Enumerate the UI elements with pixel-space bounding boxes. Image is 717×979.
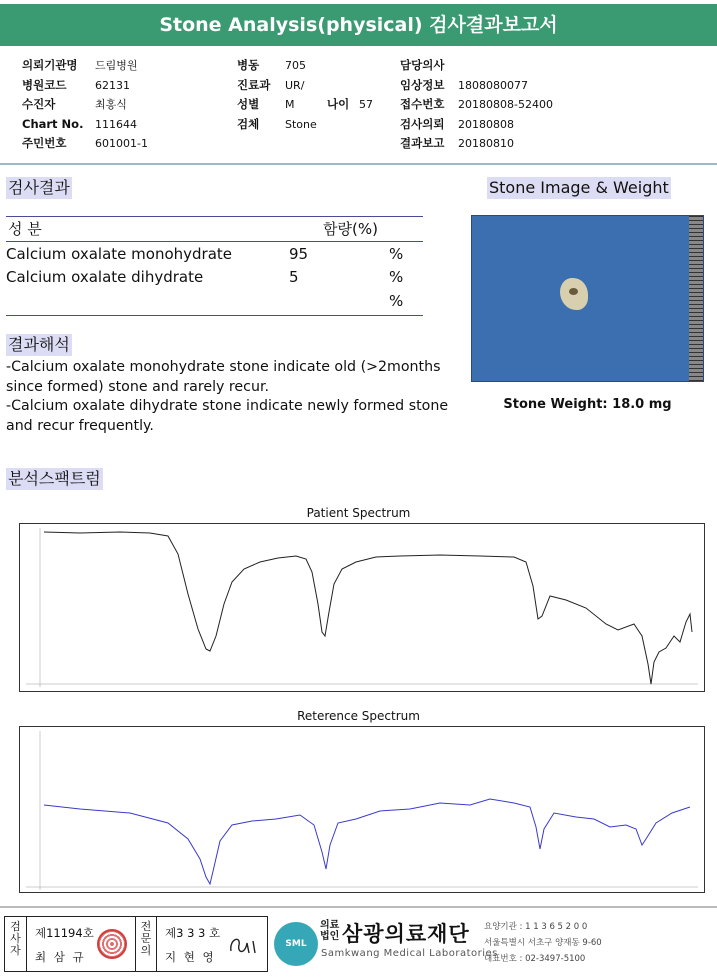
interpretation-heading: 결과해석 [8, 335, 70, 354]
reference-spectrum-title: Reterence Spectrum [297, 709, 420, 723]
ruler [689, 216, 703, 381]
component-name: Calcium oxalate dihydrate [6, 268, 204, 286]
patient-info-section [0, 52, 717, 164]
info-row [237, 95, 373, 115]
info-row [400, 56, 553, 76]
info-row [400, 134, 553, 154]
specialist-license: 제3 3 3 호 [165, 926, 221, 940]
foundation-name-english: Samkwang Medical Laboratories [321, 948, 498, 959]
info-label: 주민번호 [22, 136, 67, 150]
component-unit: % [389, 292, 404, 310]
signature-box [4, 916, 268, 972]
info-label: 의뢰기관명 [22, 58, 78, 72]
table-row [6, 265, 423, 289]
reference-spectrum-svg [20, 727, 704, 892]
table-rule [6, 315, 423, 316]
examiner-name: 최 삼 규 [35, 950, 86, 964]
institution-code: 요양기관 : 1 1 3 6 5 2 0 0 [484, 922, 588, 932]
institution-address: 서울특별시 서초구 양재동 9-60 [484, 938, 602, 948]
info-column-2 [237, 56, 373, 134]
info-label: 검체 [237, 116, 260, 131]
sml-logo: SML [274, 922, 318, 966]
results-heading: 검사결과 [8, 178, 70, 197]
stone-cavity [569, 288, 578, 295]
stone-image-heading: Stone Image & Weight [489, 178, 669, 197]
patient-spectrum-plot [19, 523, 705, 692]
info-row [22, 56, 148, 76]
stone-weight-value: 18.0 mg [612, 397, 672, 412]
info-label: 병동 [237, 58, 260, 72]
info-label: 성별 [237, 97, 260, 111]
info-value: 1808080077 [458, 78, 528, 92]
stone-weight [471, 397, 704, 412]
divider [0, 163, 717, 165]
interpretation-text [6, 358, 461, 436]
info-value: 20180810 [458, 137, 514, 150]
patient-spectrum-svg [20, 524, 704, 691]
info-row [22, 95, 148, 115]
patient-spectrum-line [44, 532, 692, 684]
info-row [22, 76, 148, 96]
info-label: 수진자 [22, 97, 56, 111]
info-row [237, 56, 373, 76]
institution-phone: 대표번호 : 02-3497-5100 [484, 954, 586, 964]
reference-spectrum-line [44, 799, 690, 884]
component-value: 95 [289, 245, 309, 263]
examiner-label: 검사자 [5, 917, 27, 971]
info-value: Stone [285, 117, 317, 131]
info-label: 접수번호 [400, 97, 445, 111]
component-unit: % [389, 268, 404, 286]
column-header-content: 함량(%) [323, 220, 378, 238]
info-value: 드림병원 [95, 59, 138, 72]
info-label: 병원코드 [22, 77, 67, 92]
info-row [22, 134, 148, 154]
age-value: 57 [359, 98, 373, 111]
age-label: 나이 [327, 97, 350, 111]
examiner-seal [97, 929, 127, 959]
report-footer [0, 906, 717, 979]
corporation-label [320, 920, 339, 942]
patient-spectrum-title: Patient Spectrum [306, 506, 411, 520]
specialist-signature [227, 933, 263, 959]
info-label: 결과보고 [400, 136, 445, 150]
info-value: 20180808 [458, 117, 514, 131]
interpretation-line: -Calcium oxalate dihydrate stone indicate newly formed stone and recur frequently. [6, 398, 449, 434]
foundation-name: 삼광의료재단 [342, 922, 470, 946]
info-column-1 [22, 56, 148, 154]
specialist-name: 지 현 영 [165, 950, 216, 964]
info-value: 601001-1 [95, 137, 148, 150]
info-row [400, 76, 553, 96]
info-value: M [285, 98, 295, 111]
info-label: 검사의뢰 [400, 116, 445, 131]
info-row [400, 115, 553, 135]
info-label: 진료과 [237, 77, 271, 92]
info-label: Chart No. [22, 116, 84, 131]
component-unit: % [389, 245, 404, 263]
info-label: 임상정보 [400, 77, 445, 92]
corporation-label-bottom: 법인 [320, 931, 340, 942]
interpretation-line: -Calcium oxalate monohydrate stone indicate old (>2months since formed) stone and rarely recur. [6, 359, 441, 395]
info-column-3 [400, 56, 553, 154]
table-row [6, 242, 423, 266]
table-row [6, 289, 423, 313]
info-row [237, 115, 373, 135]
corporation-label-top: 의료 [320, 920, 340, 931]
info-value: 최홍식 [95, 98, 127, 111]
info-label: 담당의사 [400, 58, 445, 72]
component-value: 5 [289, 268, 299, 286]
info-row [400, 95, 553, 115]
info-row [22, 115, 148, 135]
stone-photo [471, 215, 704, 382]
info-value: UR/ [285, 78, 305, 92]
component-name: Calcium oxalate monohydrate [6, 245, 233, 263]
report-title: Stone Analysis(physical) 검사결과보고서 [0, 4, 717, 46]
info-value: 20180808-52400 [458, 98, 553, 111]
specialist-label: 전문의 [135, 917, 157, 971]
stone-weight-label: Stone Weight: [503, 397, 608, 412]
reference-spectrum-plot [19, 726, 705, 893]
info-value: 705 [285, 59, 306, 72]
spectrum-heading: 분석스팩트럼 [8, 469, 101, 488]
column-header-component: 성 분 [8, 220, 42, 238]
info-value: 111644 [95, 117, 137, 131]
info-value: 62131 [95, 78, 130, 92]
table-header [6, 217, 423, 241]
info-row [237, 76, 373, 96]
examiner-license: 제11194호 [35, 926, 94, 940]
